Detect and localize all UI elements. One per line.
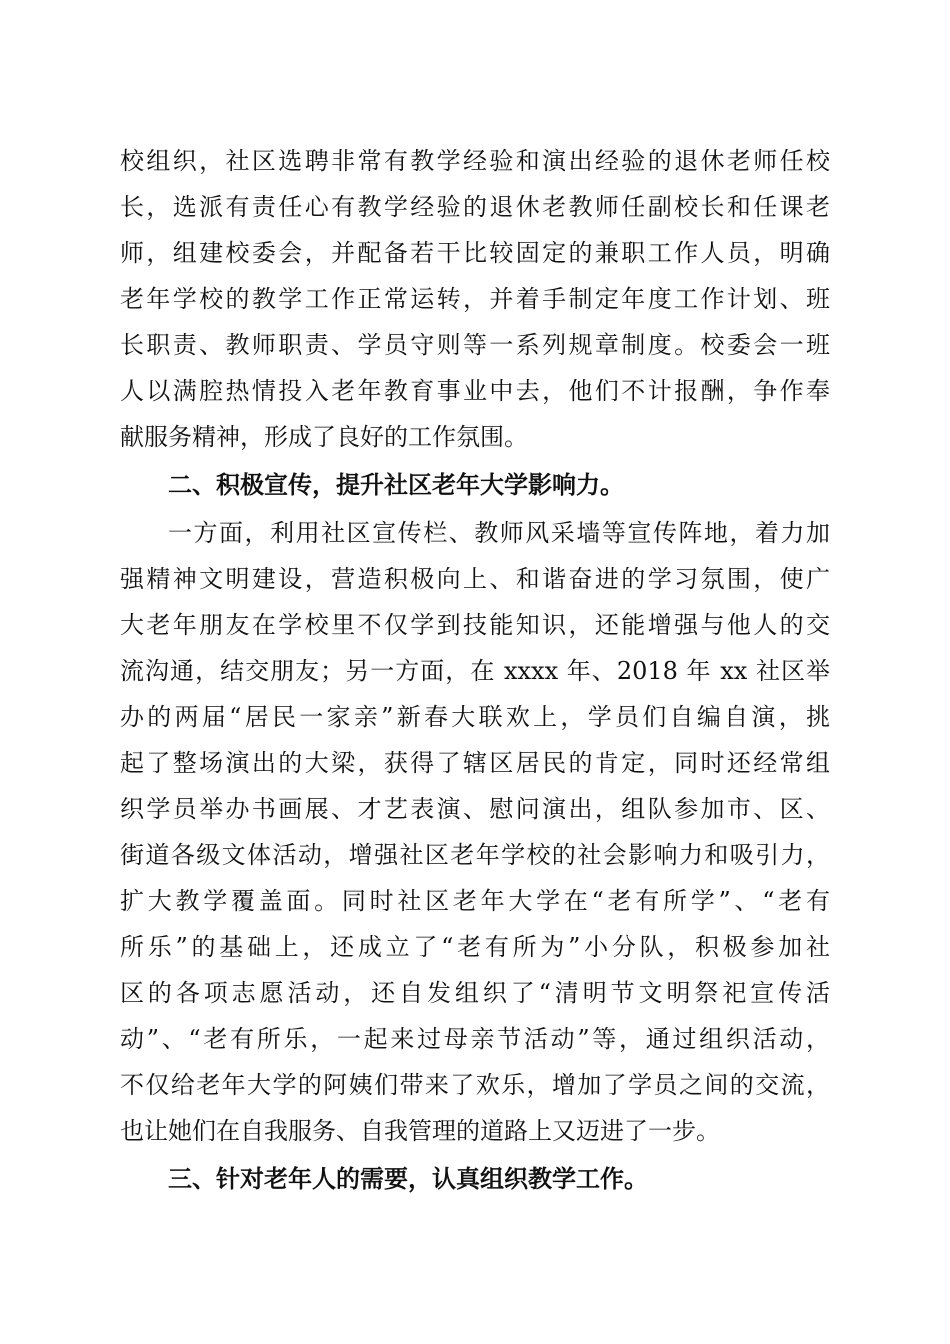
text-line: 人以满腔热情投入老年教育事业中去，他们不计报酬，争作奉 (120, 377, 830, 405)
text-line: 校组织，社区选聘非常有教学经验和演出经验的退休老师任校 (120, 147, 830, 175)
text-line: 老年学校的教学工作正常运转，并着手制定年度工作计划、班 (120, 285, 830, 313)
text-line: 长，选派有责任心有教学经验的退休老教师任副校长和任课老 (120, 193, 830, 221)
paragraph-school-organization (120, 138, 830, 460)
text-line: 流沟通，结交朋友；另一方面，在 xxxx 年、2018 年 xx 社区举 (120, 657, 830, 685)
text-line: 织学员举办书画展、才艺表演、慰问演出，组队参加市、区、 (120, 795, 830, 823)
section-heading-2: 二、积极宣传，提升社区老年大学影响力。 (168, 471, 624, 499)
text-line: 强精神文明建设，营造积极向上、和谐奋进的学习氛围，使广 (120, 565, 830, 593)
text-line: 大老年朋友在学校里不仅学到技能知识，还能增强与他人的交 (120, 611, 830, 639)
text-line: 长职责、教师职责、学员守则等一系列规章制度。校委会一班 (120, 331, 830, 359)
text-line: 街道各级文体活动，增强社区老年学校的社会影响力和吸引力， (120, 841, 830, 869)
text-line: 所乐”的基础上，还成立了“老有所为”小分队，积极参加社 (120, 933, 830, 961)
document-body (120, 138, 830, 1204)
text-line: 不仅给老年大学的阿姨们带来了欢乐，增加了学员之间的交流， (120, 1071, 830, 1099)
text-line: 起了整场演出的大梁，获得了辖区居民的肯定，同时还经常组 (120, 749, 830, 777)
text-line: 扩大教学覆盖面。同时社区老年大学在“老有所学”、“老有 (120, 887, 830, 915)
text-line: 动”、“老有所乐，一起来过母亲节活动”等，通过组织活动， (120, 1025, 830, 1053)
paragraph-publicity (120, 510, 830, 1154)
text-line: 师，组建校委会，并配备若干比较固定的兼职工作人员，明确 (120, 239, 830, 267)
text-line: 献服务精神，形成了良好的工作氛围。 (120, 423, 528, 451)
text-line: 办的两届“居民一家亲”新春大联欢上，学员们自编自演，挑 (120, 703, 830, 731)
section-heading-3: 三、针对老年人的需要，认真组织教学工作。 (168, 1165, 648, 1193)
text-line: 一方面，利用社区宣传栏、教师风采墙等宣传阵地，着力加 (168, 519, 830, 547)
text-line: 区的各项志愿活动，还自发组织了“清明节文明祭祀宣传活 (120, 979, 830, 1007)
text-line: 也让她们在自我服务、自我管理的道路上又迈进了一步。 (120, 1117, 720, 1145)
